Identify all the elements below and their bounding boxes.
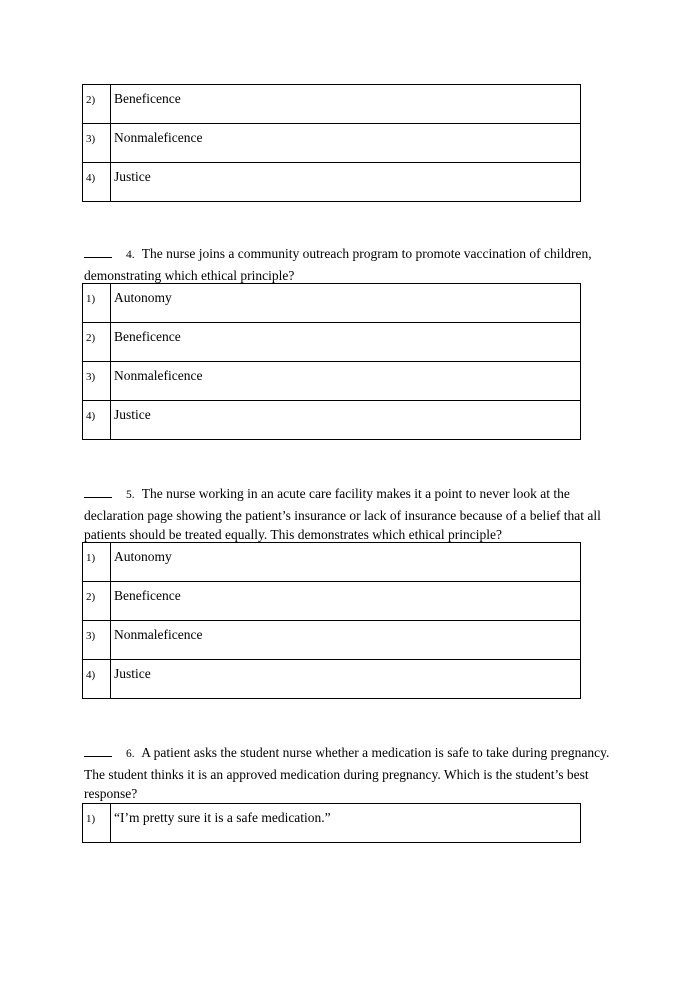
question-text: A patient asks the student nurse whether a medication is safe to take during pregnancy. The student thinks it is an approved medication during pregnancy. Which is the student’s best response? [84,745,610,801]
option-row [83,401,581,440]
option-number: 4) [83,163,111,202]
option-number: 1) [83,284,111,323]
option-number: 1) [83,543,111,582]
q4-options-table [82,283,581,440]
option-row [83,660,581,699]
option-text: Beneficence [111,582,581,621]
question-text: The nurse joins a community outreach program to promote vaccination of children, demonstrating which ethical principle? [84,246,592,283]
question-6 [84,743,624,804]
question-number: 5. [126,489,135,501]
option-text: Justice [111,401,581,440]
option-number: 3) [83,124,111,163]
answer-blank [84,744,112,757]
option-row [83,163,581,202]
q5-options-table [82,542,581,699]
option-number: 2) [83,85,111,124]
option-row [83,85,581,124]
option-number: 4) [83,660,111,699]
option-text: Nonmaleficence [111,621,581,660]
option-text: Autonomy [111,284,581,323]
option-row [83,124,581,163]
option-number: 2) [83,582,111,621]
option-text: Nonmaleficence [111,124,581,163]
option-number: 1) [83,804,111,843]
option-text: Beneficence [111,323,581,362]
question-4 [84,244,624,285]
q6-options-table [82,803,581,843]
option-text: Autonomy [111,543,581,582]
option-text: Nonmaleficence [111,362,581,401]
option-row [83,362,581,401]
option-number: 3) [83,362,111,401]
option-text: “I’m pretty sure it is a safe medication.” [111,804,581,843]
option-text: Beneficence [111,85,581,124]
option-number: 4) [83,401,111,440]
answer-blank [84,245,112,258]
option-row [83,543,581,582]
question-number: 4. [126,249,135,261]
question-number: 6. [126,748,135,760]
option-row [83,284,581,323]
option-number: 2) [83,323,111,362]
q3-options-table [82,84,581,202]
option-row [83,804,581,843]
answer-blank [84,485,112,498]
question-5 [84,484,624,545]
option-row [83,323,581,362]
option-text: Justice [111,660,581,699]
option-row [83,582,581,621]
option-text: Justice [111,163,581,202]
question-text: The nurse working in an acute care facility makes it a point to never look at the declaration page showing the patient’s insurance or lack of insurance because of a belief that all patients should be treated equally. This demonstrates which ethical principle? [84,486,601,542]
option-row [83,621,581,660]
option-number: 3) [83,621,111,660]
